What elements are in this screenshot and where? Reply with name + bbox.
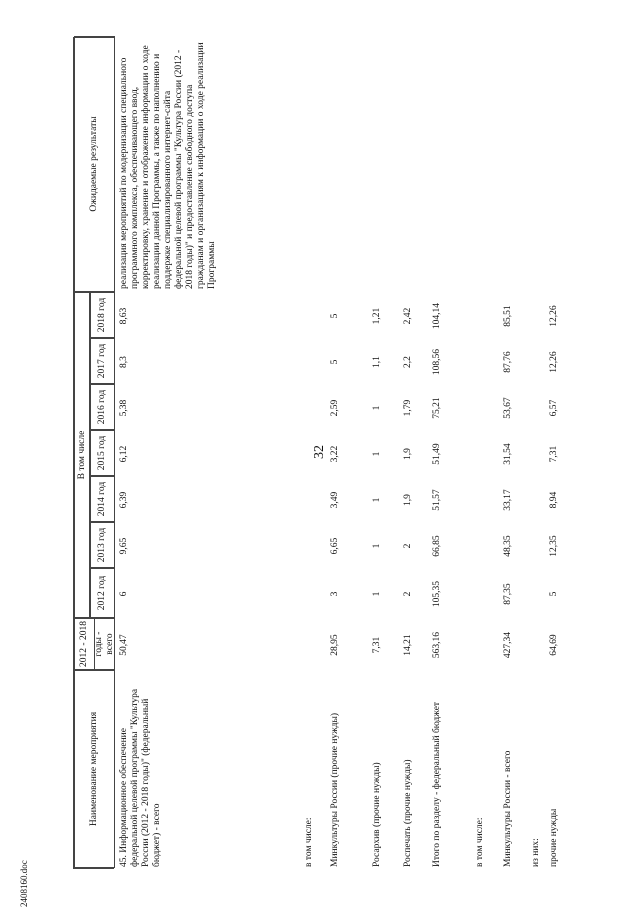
row-value-2015: 7,31 [549,445,559,463]
table-row [119,37,289,869]
row-name: Росархив (прочие нужды) [372,762,382,867]
row-value-2017: 5 [330,359,340,365]
row-total: 563,16 [432,631,442,659]
row-value-2015: 6,12 [119,445,129,463]
row-value-2016: 1,79 [403,399,413,417]
table-row [330,37,358,869]
row-value-2018: 104,14 [432,302,442,330]
table-row [432,37,460,869]
row-value-2013: 66,85 [432,535,442,557]
row-value-2016: 75,21 [432,397,442,419]
row-value-2013: 12,35 [549,535,559,557]
row-value-2014: 33,17 [503,489,513,511]
row-value-2016: 2,59 [330,399,340,417]
row-value-2013: 2 [403,543,413,549]
row-name: из них: [531,838,541,867]
row-total: 14,21 [403,634,413,656]
table-row [503,37,517,869]
header-year-2015: 2015 год [90,430,115,476]
table-row [531,37,545,869]
row-value-2012: 3 [330,591,340,597]
row-value-2012: 2 [403,591,413,597]
row-value-2016: 53,67 [503,397,513,419]
row-value-2012: 1 [372,591,382,597]
header-total-period: 2012 - 2018 [74,618,95,670]
row-value-2013: 1 [372,543,382,549]
row-value-2013: 48,35 [503,535,513,557]
row-value-2012: 105,35 [432,580,442,608]
header-year-2012: 2012 год [90,568,115,618]
row-value-2014: 1,9 [403,494,413,506]
row-value-2016: 1 [372,405,382,411]
row-value-2017: 87,76 [503,351,513,373]
page-number: 32 [312,445,327,459]
row-value-2013: 6,65 [330,537,340,555]
row-value-2015: 1 [372,451,382,457]
header-year-2016: 2016 год [90,384,115,430]
header-total-sub: годы - всего [94,618,115,670]
header-year-2013: 2013 год [90,522,115,568]
row-total: 28,95 [330,634,340,656]
row-value-2018: 5 [330,313,340,319]
row-value-2015: 3,22 [330,445,340,463]
row-value-2017: 8,3 [119,356,129,368]
row-value-2014: 51,57 [432,489,442,511]
row-value-2014: 8,94 [549,491,559,509]
row-value-2015: 31,54 [503,443,513,465]
header-year-2014: 2014 год [90,476,115,522]
row-value-2015: 51,49 [432,443,442,465]
table-row [475,37,489,869]
row-value-2012: 5 [549,591,559,597]
document-footer: 2408160.doc [19,860,29,907]
row-value-2018: 8,63 [119,307,129,325]
row-name: Роспечать (прочие нужды) [403,759,413,867]
row-value-2017: 1,1 [372,356,382,368]
header-year-2018: 2018 год [90,292,115,338]
row-value-2017: 12,26 [549,351,559,373]
row-value-2017: 2,2 [403,356,413,368]
row-value-2018: 12,26 [549,305,559,327]
row-value-2012: 87,35 [503,583,513,605]
row-value-2017: 108,56 [432,348,442,376]
row-value-2013: 9,65 [119,537,129,555]
row-value-2016: 6,57 [549,399,559,417]
header-name: Наименование мероприятия [74,670,115,868]
header-including: В том числе [74,292,90,618]
row-value-2015: 1,9 [403,448,413,460]
row-value-2018: 1,21 [372,307,382,325]
row-value-2018: 85,51 [503,305,513,327]
table-row [372,37,386,869]
row-name: 45. Информационное обеспечение федеральной целевой программы "Культура России (2012 - 2018 годы)" (федеральный бюджет) - всего [119,688,162,867]
rotated-table [73,37,566,869]
row-name: в том числе: [304,817,314,867]
header-results: Ожидаемые результаты [74,36,115,292]
row-value-2014: 6,39 [119,491,129,509]
row-value-2014: 1 [372,497,382,503]
row-result: реализация мероприятий по модернизации специального программного комплекса, обеспечивающего ввод, корректировку, хранение и отображение информации о ходе реализации данной Программы, а также по наполнению и поддержке специализированного интернет-сайта федеральной целевой программы "Культура России (2012 - 2018 годы)" и предоставление свободного доступа гражданам и организациям к информации о ходе реализации Программы [119,42,217,289]
table-row [549,37,563,869]
row-value-2012: 6 [119,591,129,597]
row-total: 7,31 [372,636,382,654]
row-name: Минкультуры России (прочие нужды) [330,712,340,867]
table-row [403,37,417,869]
row-name: Итого по разделу - федеральный бюджет [432,701,442,867]
table-row [304,37,318,869]
row-total: 427,34 [503,631,513,659]
row-name: прочие нужды [549,808,559,867]
row-name: в том числе: [475,817,485,867]
row-value-2018: 2,42 [403,307,413,325]
row-value-2014: 3,49 [330,491,340,509]
row-name: Минкультуры России - всего [503,750,513,867]
row-total: 50,47 [119,634,129,656]
table-header [73,37,114,869]
header-year-2017: 2017 год [90,338,115,384]
row-value-2016: 5,38 [119,399,129,417]
row-total: 64,69 [549,634,559,656]
